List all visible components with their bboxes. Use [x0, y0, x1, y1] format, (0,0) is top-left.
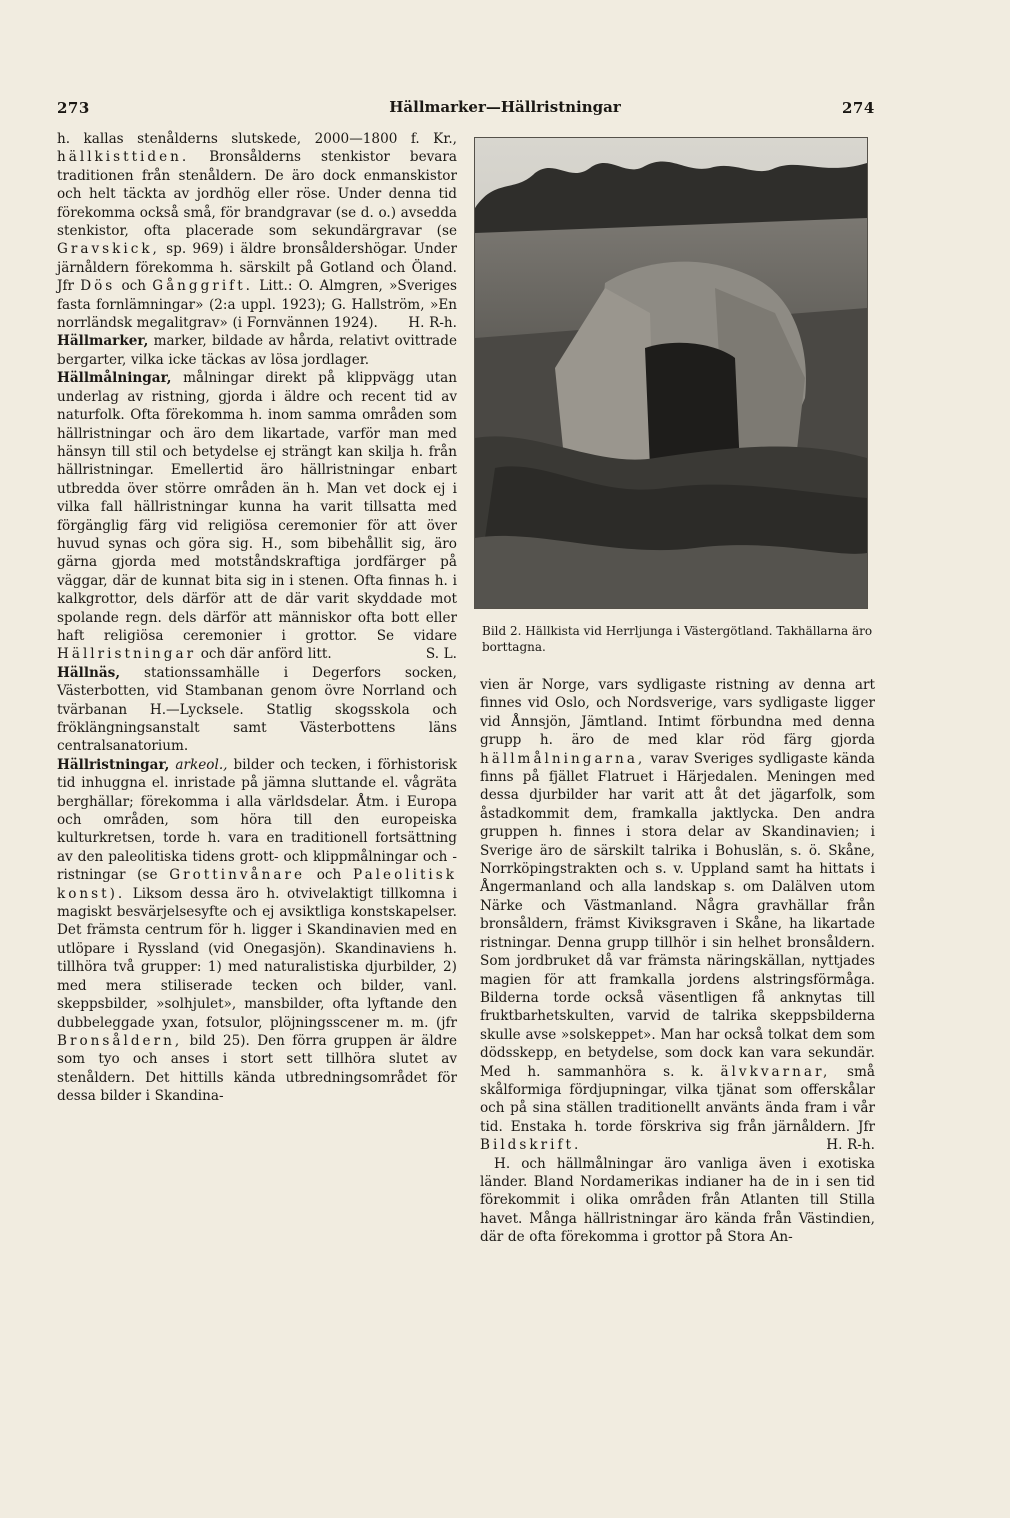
entry-headword: Hällmarker, [57, 333, 149, 350]
entry-hallkista-tail: h. kallas stenålderns slutskede, 2000—1800 f. Kr., hällkisttiden. Bronsålderns stenkistor bevara traditionen från stenåldern. De äro dock enmanskistor och helt täckta av jordhög eller röse. Under denna tid förekomma också små, för brandgravar (se d. o.) avsedda stenkistor, ofta placerade som sekundärgravar (se Gravskick, sp. 969) i äldre bronsåldershögar. Under järnåldern förekomma h. särskilt på Gotland och Öland. Jfr Dös och Gånggrift. Litt.: O. Almgren, »Sveriges fasta fornlämningar» (2:a uppl. 1923); G. Hallström, »En norrländsk megalitgrav» (i Fornvännen 1924). H. R-h. [57, 131, 458, 332]
page-number-left: 273 [57, 99, 90, 117]
right-column [480, 676, 875, 1247]
figure-caption: Bild 2. Hällkista vid Herrljunga i Västergötland. Takhällarna äro borttagna. [482, 624, 873, 654]
entry-headword: Hällristningar, [57, 756, 170, 773]
entry-hallmalningar: Hällmålningar, målningar direkt på klippvägg utan underlag av ristning, gjorda i äldre och recent tid av naturfolk. Ofta förekomma h. inom samma områden som hällristningar och äro dem likartade, varför man med hänsyn till stil och betydelse ej strängt kan skilja h. från hällristningar. Emellertid äro hällristningar enbart utbredda över större områden än h. Man vet dock ej i vilka fall hällristningar kunna ha varit tillsatta med förgänglig färg vid religiösa ceremonier för att över huvud synas och göra sig. H., som bibehållit sig, äro gärna gjorda med motståndskraftiga jordfärger på väggar, där de kunnat bita sig in i stenen. Ofta finnas h. i kalkgrottor, dels därför att de där varit skyddade mot spolande regn. dels därför att människor ofta bott eller haft religiösa ceremonier i grottor. Se vidare Hällristningar och där anförd litt. S. L. [57, 370, 457, 663]
left-column [57, 130, 457, 1106]
signature: H. R-h. [408, 315, 457, 332]
page-number-right: 274 [842, 99, 875, 117]
entry-hallristningar-addendum: H. och hällmålningar äro vanliga även i exotiska länder. Bland Nordamerikas indianer ha de in i sen tid förekommit i olika områden från Atlanten till Stilla havet. Många hällristningar äro kända från Västindien, där de ofta förekomma i grottor på Stora An- [480, 1155, 875, 1246]
photo-hallkista [474, 137, 868, 609]
entry-hallristningar: Hällristningar, arkeol., bilder och tecken, i förhistorisk tid inhuggna el. inristade på jämna sluttande el. vågräta berghällar; förekomma i alla världsdelar. Åtm. i Europa och områden, som höra till den europeiska kulturkretsen, torde h. vara en traditionell fortsättning av den paleolitiska tidens grott- och klippmålningar och -ristningar (se Grottinvånare och Paleolitisk konst). Liksom dessa äro h. otvivelaktigt tillkomna i magiskt besvärjelsesyfte och ej avsiktliga konstskapelser. Det främsta centrum för h. ligger i Skandinavien med en utlöpare i Ryssland (vid Onegasjön). Skandinaviens h. tillhöra två grupper: 1) med naturalistiska djurbilder, 2) med mera stiliserade tecken och bilder, vanl. skeppsbilder, »solhjulet», mansbilder, ofta lyftande den dubbeleggade yxan, fotsulor, plöjningsscener m. m. (jfr Bronsåldern, bild 25). Den förra gruppen är äldre som tyo och anses i stort sett tillhöra slutet av stenåldern. Det hittills kända utbredningsområdet för dessa bilder i Skandina- [57, 756, 458, 1105]
signature: H. R-h. [826, 1137, 875, 1154]
entry-hallmarker: Hällmarker, marker, bildade av hårda, relativt ovittrade bergarter, vilka icke täckas av lösa jordlager. [57, 333, 458, 368]
running-head: Hällmarker—Hällristningar [389, 98, 621, 116]
entry-hallnas: Hällnäs, stationssamhälle i Degerfors socken, Västerbotten, vid Stambanan genom övre Norrland och tvärbanan H.—Lycksele. Statlig skogsskola och fröklängningsanstalt samt Västerbottens läns centralsanatorium. [57, 664, 457, 755]
entry-hallristningar-continued: vien är Norge, vars sydligaste ristning av denna art finnes vid Oslo, och Nordsverige, vars sydligaste ligger vid Ånnsjön, Jämtland. Intimt förbundna med denna grupp h. äro de med klar röd färg gjorda hällmålningarna, varav Sveriges sydligaste kända finns på fjället Flatruet i Härjedalen. Meningen med dessa djurbilder har varit att åt det jägarfolk, som åstadkommit dem, framkalla jaktlycka. Den andra gruppen h. finnes i stora delar av Skandinavien; i Sverige äro de särskilt talrika i Bohuslän, s. ö. Skåne, Norrköpingstrakten och s. v. Uppland samt ha hittats i Ångermanland och alla landskap s. om Dalälven utom Närke och Västmanland. Några gravhällar från bronsåldern, främst Kiviksgraven i Skåne, ha likartade ristningar. Denna grupp tillhör i sin helhet bronsåldern. Som jordbruket då var främsta näringskällan, nyttjades magien för att framkalla jordens alstringsförmåga. Bilderna torde också väsentligen få anknytas till fruktbarhetskulten, varvid de talrika skeppsbilderna skulle avse »solskeppet». Man har också tolkat dem som dödsskepp, en betydelse, som dock kan vara sekundär. Med h. sammanhöra s. k. älvkvarnar, små skålformiga fördjupningar, vilka tjänat som offerskålar och på sina ställen traditionellt använts ända fram i vår tid. Enstaka h. torde förskriva sig från järnåldern. Jfr Bildskrift. H. R-h. [480, 677, 876, 1154]
entry-headword: Hällmålningar, [57, 370, 172, 387]
signature: S. L. [425, 646, 457, 663]
entry-headword: Hällnäs, [57, 664, 121, 681]
